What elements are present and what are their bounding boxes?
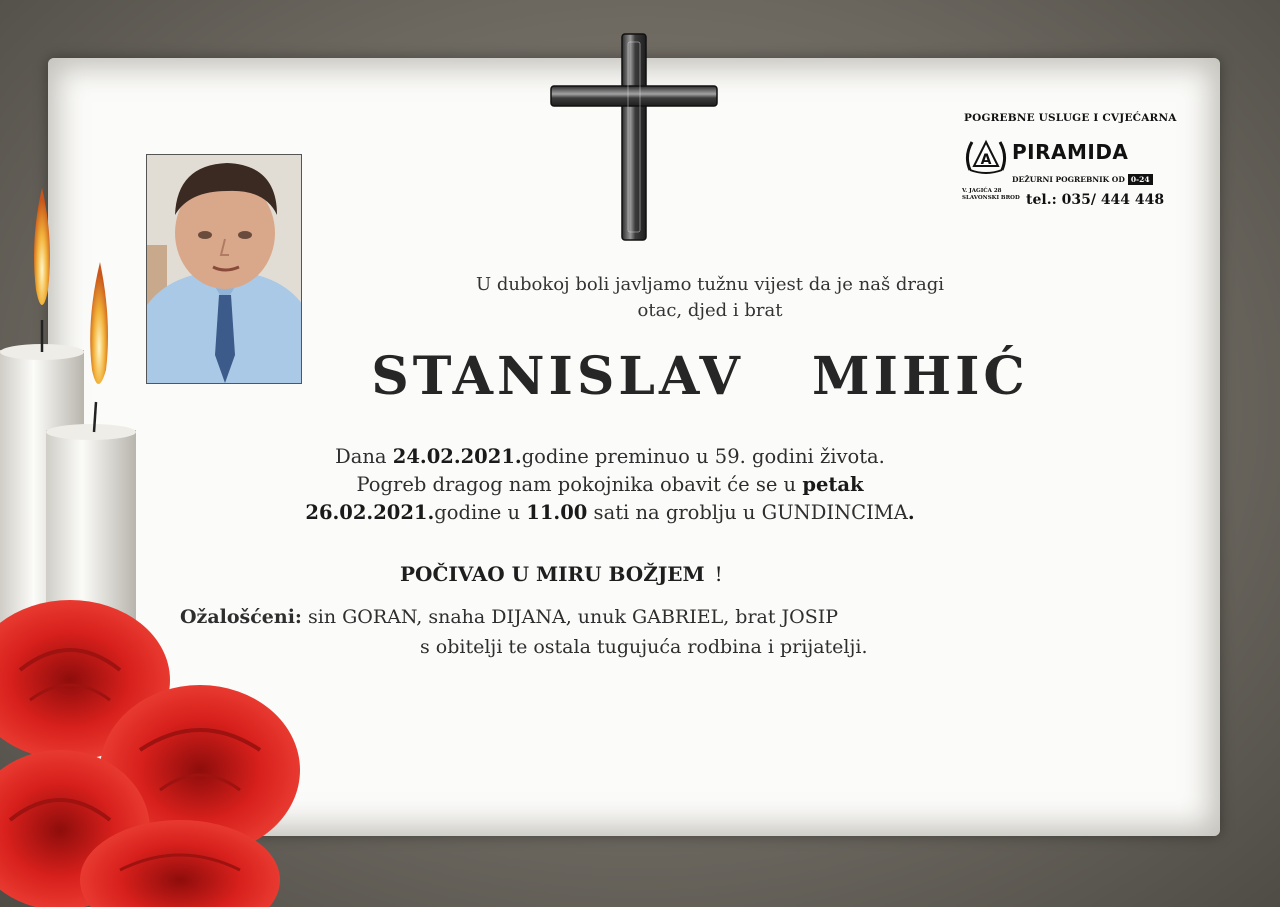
cross-icon: [548, 32, 720, 244]
mourners-label: Ožalošćeni:: [180, 606, 302, 628]
intro-line-2: otac, djed i brat: [637, 300, 783, 321]
intro-line-1: U dubokoj boli javljamo tužnu vijest da je naš dragi: [475, 274, 945, 295]
duty-hours-badge: 0-24: [1128, 174, 1153, 185]
rest-in-peace-text: POČIVAO U MIRU BOŽJEM: [400, 562, 705, 586]
intro-text: [400, 272, 1020, 324]
funeral-time: 11.00: [526, 501, 588, 524]
funeral-home-phone: tel.: 035/ 444 448: [1026, 192, 1165, 208]
funeral-day: petak: [802, 473, 864, 496]
funeral-home-logo: [948, 108, 1177, 218]
death-date: 24.02.2021.: [392, 445, 522, 468]
mourners-list: [180, 602, 1080, 662]
details-line-3: 26.02.2021.godine u 11.00 sati na groblju u GUNDINCIMA.: [305, 501, 915, 524]
duty-service: [1012, 174, 1153, 185]
deceased-portrait: [146, 154, 302, 384]
candle-right-icon: [46, 262, 136, 650]
mourners-line-2: s obitelji te ostala tugujuća rodbina i prijatelji.: [420, 636, 868, 658]
roses-decoration: [0, 600, 310, 907]
mourners-line-1: Ožalošćeni: sin GORAN, snaha DIJANA, unuk GABRIEL, brat JOSIP: [180, 606, 839, 628]
svg-text:A: A: [980, 152, 992, 168]
rest-in-peace-mark: !: [714, 562, 723, 586]
funeral-home-name: PIRAMIDA: [1012, 140, 1129, 164]
candles-decoration: [0, 180, 150, 650]
funeral-home-address: [962, 188, 1020, 202]
address-line-1: V. JAGIĆA 28: [962, 188, 1002, 194]
funeral-date: 26.02.2021.: [305, 501, 435, 524]
details-line-2: Pogreb dragog nam pokojnika obavit će se u petak: [356, 473, 864, 496]
duty-label: DEŽURNI POGREBNIK OD: [1012, 175, 1125, 184]
funeral-home-brand: [964, 136, 1164, 170]
details-line-1: Dana 24.02.2021.godine preminuo u 59. godini života.: [335, 445, 885, 468]
funeral-details: [220, 443, 1000, 527]
funeral-home-header: POGREBNE USLUGE I CVJEĆARNA: [964, 112, 1177, 124]
address-line-2: SLAVONSKI BROD: [962, 195, 1020, 201]
deceased-name: STANISLAV MIHIĆ: [371, 346, 1029, 407]
wreath-icon: [964, 136, 1008, 176]
rest-in-peace: [400, 562, 820, 586]
